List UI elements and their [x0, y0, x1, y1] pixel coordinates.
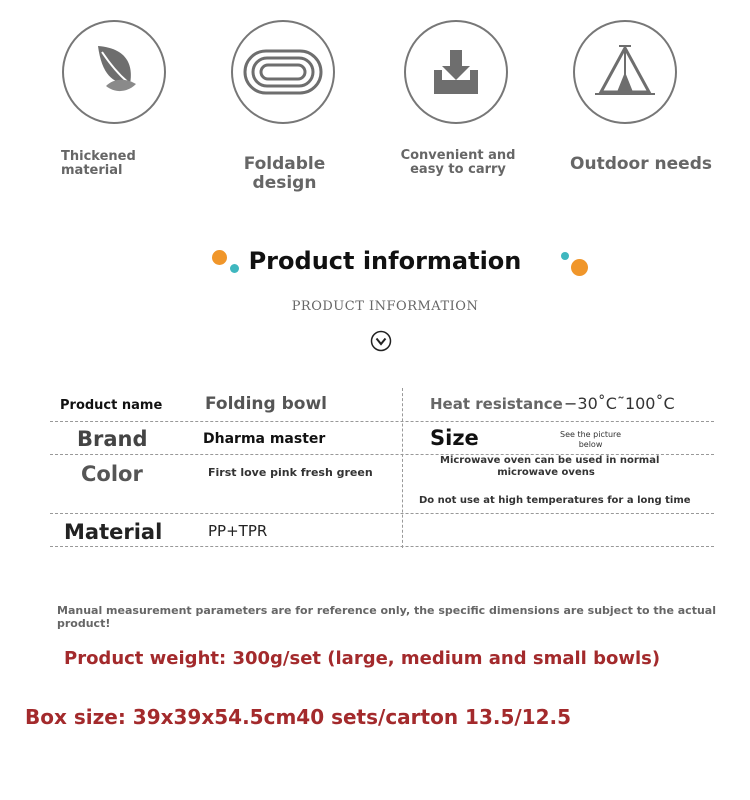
table-column-divider: [402, 388, 403, 548]
feature-label-foldable: Foldable design: [243, 154, 326, 193]
leaf-icon: [62, 20, 166, 124]
brand-label: Brand: [77, 427, 148, 451]
product-name-label: Product name: [60, 398, 163, 413]
size-note: See the picture below: [560, 430, 622, 449]
feature-label-convenient: Convenient and easy to carry: [400, 148, 516, 178]
page-title: Product information: [248, 247, 522, 275]
heat-resistance-value: −30˚C˜100˚C: [564, 394, 675, 413]
feature-label-outdoor: Outdoor needs: [570, 154, 712, 174]
measurement-note: Manual measurement parameters are for reference only, the specific dimensions are subject to the actual product!: [57, 604, 716, 630]
feature-label-thickened: Thickened material: [61, 149, 136, 179]
tent-icon: [573, 20, 677, 124]
size-label: Size: [430, 426, 479, 450]
table-divider: [50, 513, 714, 514]
microwave-note: Microwave oven can be used in normal microwave ovens: [440, 455, 660, 478]
box-size: Box size: 39x39x54.5cm40 sets/carton 13.5/12.5: [25, 705, 572, 729]
heat-resistance-label: Heat resistance: [430, 395, 563, 413]
material-value: PP+TPR: [208, 522, 268, 540]
table-divider: [50, 546, 714, 547]
feature-row: [0, 0, 750, 200]
page-subtitle: PRODUCT INFORMATION: [291, 299, 479, 314]
color-value: First love pink fresh green: [208, 466, 373, 479]
product-weight: Product weight: 300g/set (large, medium and small bowls): [64, 648, 661, 669]
download-tray-icon: [404, 20, 508, 124]
brand-value: Dharma master: [203, 431, 326, 447]
warning-note: Do not use at high temperatures for a long time: [419, 495, 691, 506]
chevron-down-icon: [370, 330, 392, 352]
material-label: Material: [64, 520, 163, 544]
color-label: Color: [81, 462, 143, 486]
product-name-value: Folding bowl: [205, 394, 327, 414]
table-divider: [50, 421, 714, 422]
folded-bowls-icon: [231, 20, 335, 124]
